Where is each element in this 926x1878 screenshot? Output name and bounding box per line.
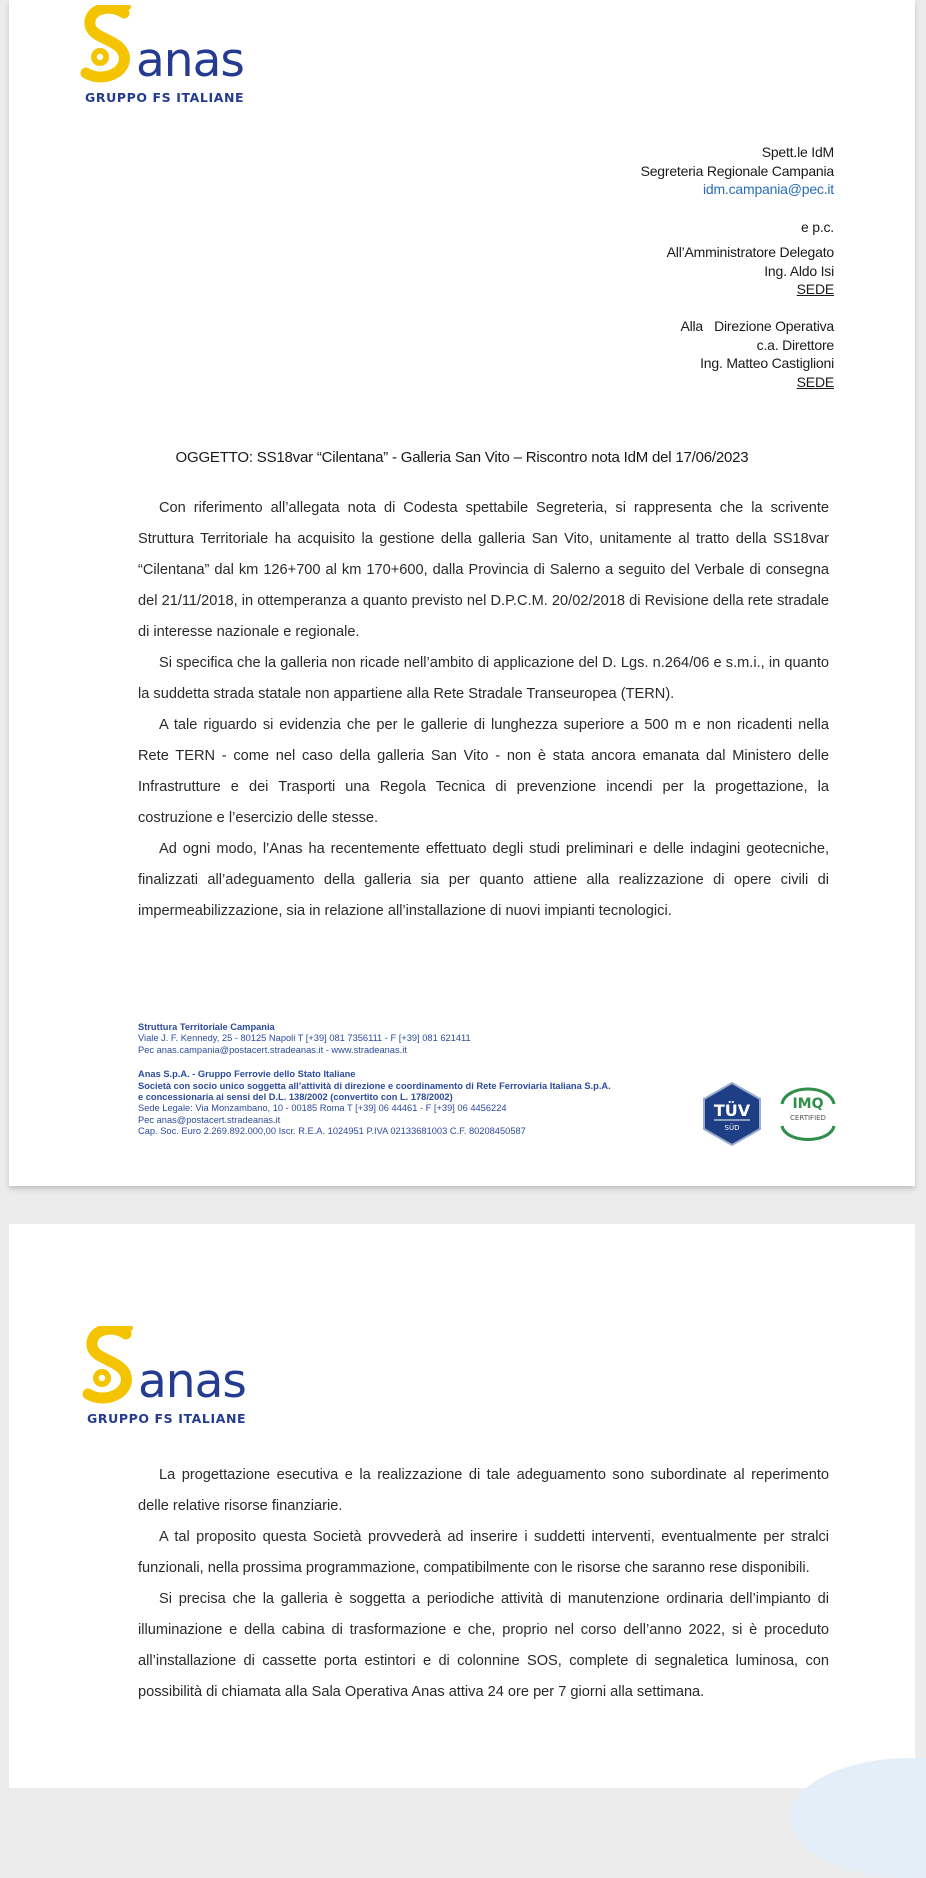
footer-company-line: Società con socio unico soggetta all’attività di direzione e coordinamento di Rete Ferroviaria Italiana S.p.A. xyxy=(138,1080,611,1091)
anas-logo xyxy=(82,1326,247,1426)
addressee-sede: SEDE xyxy=(796,373,834,390)
addressee-line: Ing. Matteo Castiglioni xyxy=(700,355,834,372)
addressee-line: c.a. Direttore xyxy=(756,336,834,353)
anas-wordmark: anas xyxy=(136,33,244,88)
imq-sub-label: CERTIFIED xyxy=(790,1114,826,1122)
anas-wordmark: anas xyxy=(138,1354,246,1409)
anas-logo-icon xyxy=(82,1326,142,1408)
body-paragraph: Ad ogni modo, l’Anas ha recentemente effettuato degli studi preliminari e delle indagini geotecniche, finalizzati all’adeguamento della galleria sia per quanto attiene alla realizzazione di opere civili di impermeabilizzazione, sia in relazione all’installazione di nuovi impianti tecnologici. xyxy=(138,841,829,919)
anas-logo xyxy=(80,5,245,105)
addressee-cc-label xyxy=(801,218,834,237)
anas-logo-icon xyxy=(80,5,140,87)
addressee-line: Alla Direzione Operativa xyxy=(680,318,834,334)
addressee-sede: SEDE xyxy=(796,281,834,298)
body-paragraph: A tale riguardo si evidenzia che per le gallerie di lunghezza superiore a 500 m e non ricadenti nella Rete TERN - come nel caso della galleria San Vito - non è stata ancora emanata dal Ministero delle Infrastrutture e dei Trasporti una Regola Tecnica di prevenzione incendi per la progettazione, la costruzione e l’esercizio delle stesse. xyxy=(138,717,829,826)
addressee-idm xyxy=(641,143,834,199)
footer-office-address: Viale J. F. Kennedy, 25 - 80125 Napoli T [+39] 081 7356111 - F [+39] 081 621411 xyxy=(138,1033,471,1044)
footer-office-title: Struttura Territoriale Campania xyxy=(138,1022,275,1032)
addressee-line: All’Amministratore Delegato xyxy=(666,244,834,260)
footer-company-title: Anas S.p.A. - Gruppo Ferrovie dello Stato Italiane xyxy=(138,1069,356,1080)
letter-body-page-2 xyxy=(138,1460,829,1708)
body-paragraph: Si precisa che la galleria è soggetta a periodiche attività di manutenzione ordinaria dell’impianto di illuminazione e della cabina di trasformazione e che, proprio nel corso dell’anno 2022, si è proceduto all’installazione di cassette porta estintori e di colonnine SOS, complete di segnaletica luminosa, con possibilità di chiamata alla Sala Operativa Anas attiva 24 ore per 7 giorni alla settimana. xyxy=(138,1591,829,1700)
anas-tagline: GRUPPO FS ITALIANE xyxy=(85,90,245,105)
footer-capital: Cap. Soc. Euro 2.269.892.000,00 Iscr. R.E.A. 1024951 P.IVA 02133681003 C.F. 80208450587 xyxy=(138,1126,526,1137)
body-paragraph: La progettazione esecutiva e la realizzazione di tale adeguamento sono subordinate al reperimento delle relative risorse finanziarie. xyxy=(138,1467,829,1514)
imq-label: IMQ xyxy=(792,1096,824,1112)
tuv-sud-badge-icon xyxy=(698,1080,766,1153)
document-page-2 xyxy=(9,1224,915,1788)
footer-legal-pec: Pec anas@postacert.stradeanas.it xyxy=(138,1114,281,1125)
body-paragraph: A tal proposito questa Società provvederà ad inserire i suddetti interventi, eventualmente per stralci funzionali, nella prossima programmazione, compatibilmente con le risorse che saranno rese disponibili. xyxy=(138,1529,829,1576)
footer-legal-seat: Sede Legale: Via Monzambano, 10 - 00185 Roma T [+39] 06 44461 - F [+39] 06 4456224 xyxy=(138,1103,507,1114)
letter-subject: OGGETTO: SS18var “Cilentana” - Galleria San Vito – Riscontro nota IdM del 17/06/2023 xyxy=(175,449,749,466)
body-paragraph: Si specifica che la galleria non ricade nell’ambito di applicazione del D. Lgs. n.264/06 e s.m.i., in quanto la suddetta strada statale non appartiene alla Rete Stradale Transeuropea (TERN). xyxy=(138,655,829,702)
letterhead-footer xyxy=(138,1022,698,1138)
letter-body-page-1 xyxy=(138,493,829,927)
addressee-operations xyxy=(680,317,834,391)
addressee-line: e p.c. xyxy=(800,219,834,235)
body-paragraph: Con riferimento all’allegata nota di Codesta spettabile Segreteria, si rappresenta che la scrivente Struttura Territoriale ha acquisito la gestione della galleria San Vito, unitamente al tratto della SS18var “Cilentana” dal km 126+700 al km 170+600, dalla Provincia di Salerno a seguito del Verbale di consegna del 21/11/2018, in ottemperanza a quanto previsto nel D.P.C.M. 20/02/2018 di Revisione della rete stradale di interesse nazionale e regionale. xyxy=(138,500,829,640)
addressee-line: Spett.le IdM xyxy=(761,144,834,160)
tuv-label: TÜV xyxy=(713,1101,751,1120)
footer-company-line: e concessionaria ai sensi del D.L. 138/2002 (convertito con L. 178/2002) xyxy=(138,1092,453,1103)
imq-certified-badge-icon xyxy=(776,1080,840,1153)
addressee-line: Segreteria Regionale Campania xyxy=(640,162,834,179)
footer-office-pec: Pec anas.campania@postacert.stradeanas.it - www.stradeanas.it xyxy=(138,1044,407,1055)
anas-tagline: GRUPPO FS ITALIANE xyxy=(87,1411,247,1426)
document-page-1 xyxy=(9,0,915,1186)
addressee-ceo xyxy=(667,243,834,299)
addressee-email-link[interactable]: idm.campania@pec.it xyxy=(702,181,834,198)
tuv-sub-label: SÜD xyxy=(724,1124,740,1132)
addressee-line: Ing. Aldo Isi xyxy=(764,262,834,279)
